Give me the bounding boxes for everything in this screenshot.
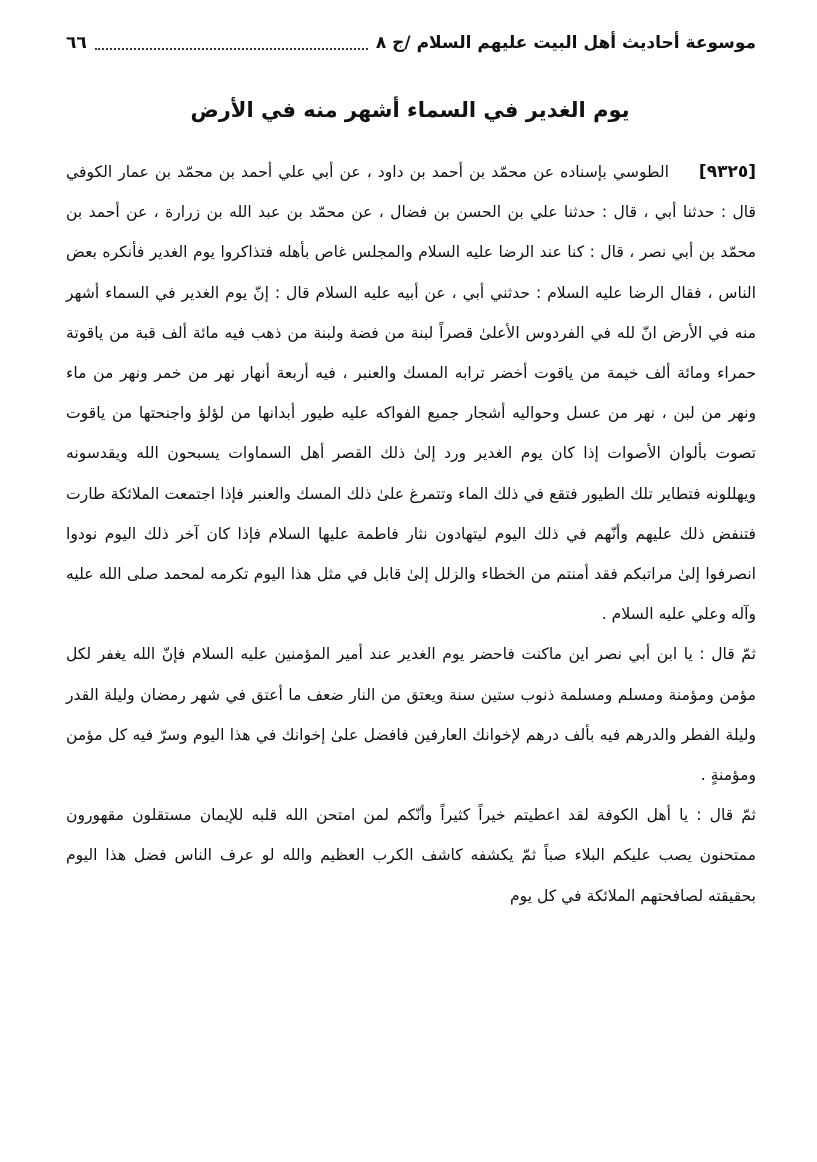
paragraph: ثمّ قال : يا ابن أبي نصر اين ماكنت فاحضر يوم الغدير عند أمير المؤمنين عليه السلام فإنّ الله يغفر لكل مؤمن ومؤمنة ومسلم ومسلمة ذنوب ستين سنة ويعتق من النار ضعف ما أعتق في شهر رمضان وليلة القدر وليلة الفطر والدرهم فيه بألف درهم لإخوانك العارفين فافضل علىٰ إخوانك في هذا اليوم وسرّ فيه كل مؤمن ومؤمنةٍ . — [66, 645, 756, 785]
hadith-number: [٩٣٢٥] — [698, 162, 756, 182]
paragraph: ثمّ قال : يا أهل الكوفة لقد اعطيتم خيراً كثيراً وأنّكم لمن امتحن الله قلبه للإيمان مستقلون مقهورون ممتحنون يصب عليكم البلاء صباً ثمّ يكشفه كاشف الكرب العظيم والله لو عرف الناس فضل هذا اليوم بحقيقته لصافحتهم الملائكة في كل يوم — [66, 806, 756, 905]
header-title: موسوعة أحاديث أهل البيت عليهم السلام /ج ٨ — [375, 33, 756, 53]
paragraph — [66, 152, 756, 634]
dotted-leader — [95, 48, 368, 50]
paragraph-text: الطوسي بإسناده عن محمّد بن أحمد بن داود ، عن أبي علي أحمد بن محمّد بن عمار الكوفي قال : حدثنا أبي ، قال : حدثنا علي بن الحسن بن فضال ، عن محمّد بن عبد الله بن زرارة ، عن أحمد بن محمّد بن أبي نصر ، قال : كنا عند الرضا عليه السلام والمجلس غاص بأهله فتذاكروا يوم الغدير فأنكره بعض الناس ، فقال الرضا عليه السلام : حدثني أبي ، عن أبيه عليه السلام قال : إنّ يوم الغدير في السماء أشهر منه في الأرض انّ لله في الفردوس الأعلىٰ قصراً لبنة من فضة ولبنة من ذهب فيه مائة ألف قبة من ياقوتة حمراء ومائة ألف خيمة من ياقوت أخضر ترابه المسك والعنبر ، فيه أربعة أنهار نهر من خمر ونهر من ماء ونهر من لبن ، نهر من عسل وحواليه أشجار جميع الفواكه عليه طيور أبدانها من لؤلؤ واجنحتها من ياقوت تصوت بألوان الأصوات إذا كان يوم الغدير ورد إلىٰ ذلك القصر أهل السماوات يسبحون الله ويقدسونه ويهللونه فتطاير تلك الطيور فتقع في ذلك الماء وتتمرغ علىٰ ذلك المسك والعنبر فإذا اجتمعت الملائكة طارت فتنفض ذلك عليهم وأنّهم في ذلك اليوم ليتهادون نثار فاطمة عليها السلام فإذا كان آخر ذلك اليوم نودوا انصرفوا إلىٰ مراتبكم فقد أمنتم من الخطاء والزلل إلىٰ قابل في مثل هذا اليوم تكرمه لمحمد صلى الله عليه وآله وعلي عليه السلام . — [66, 163, 756, 624]
hadith-body — [66, 152, 756, 916]
section-title: يوم الغدير في السماء أشهر منه في الأرض — [190, 98, 630, 122]
page-number: ٦٦ — [66, 33, 87, 53]
running-header — [66, 26, 756, 60]
